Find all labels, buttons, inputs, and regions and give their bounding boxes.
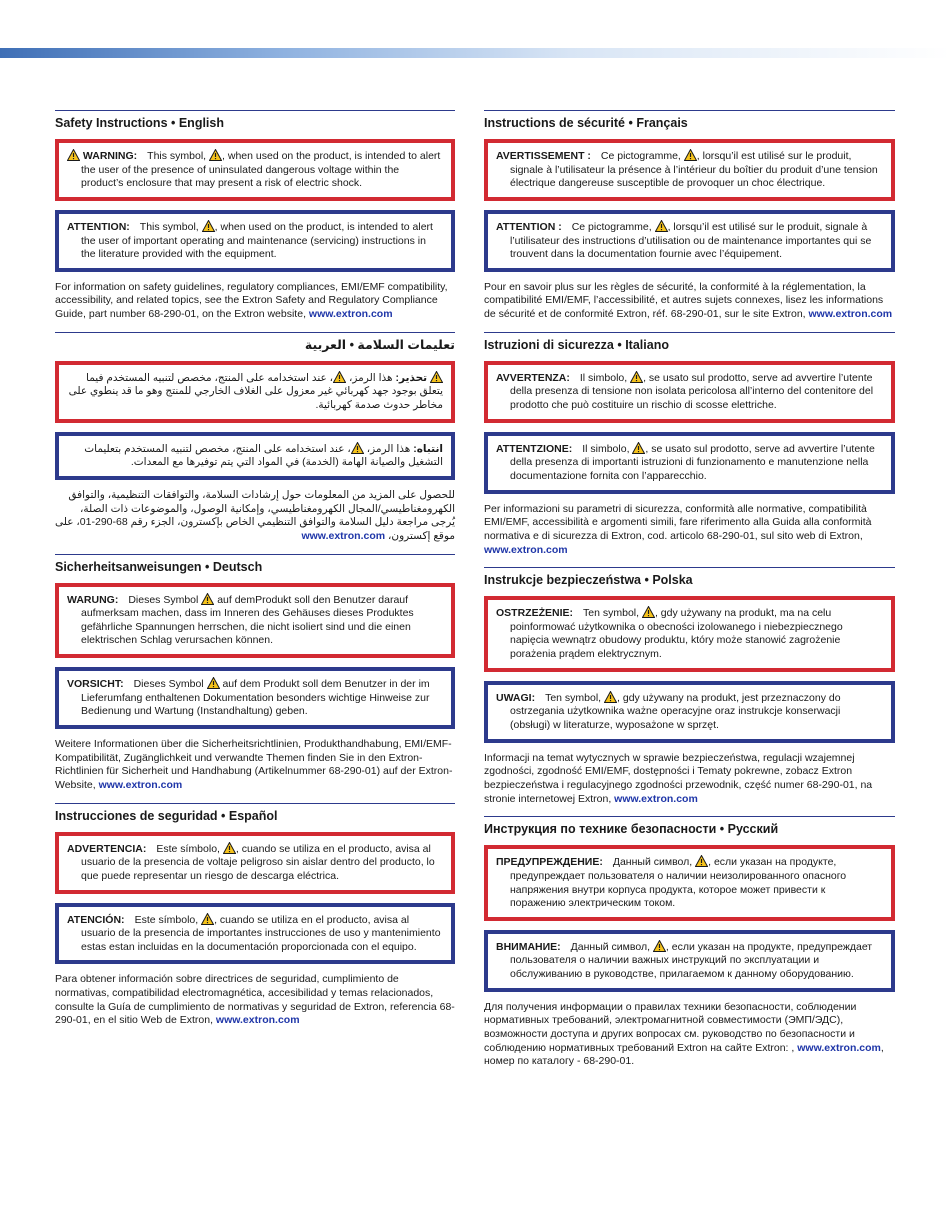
attention-text-cont: ، عند استخدامه على المنتج، مخصص لتنبيه المستخدم بتعليمات التشغيل والصيانة الهامة (الخدمة) في المواد التي يتم توفيرها مع المعدات.	[84, 442, 443, 469]
warning-triangle-icon	[333, 371, 346, 383]
warning-triangle-icon	[642, 606, 655, 618]
warning-text: This symbol,	[147, 150, 210, 162]
attention-text: Il simbolo,	[582, 442, 633, 455]
attention-text: Dieses Symbol	[133, 678, 207, 691]
info-text: Informacji na temat wytycznych w sprawie bezpieczeństwa, regulacji wzajemnej zgodności, zgodność EMI/EMF, dostępności i Tematy pokrewne, zobacz Extron bezpieczeństwa i regulacyjnego zgodności przewodnik, część numer 68-290-01, na stronie internetowej Extron,	[484, 751, 873, 805]
extron-link[interactable]: www.extron.com	[98, 778, 183, 791]
left-column	[55, 110, 455, 1038]
warning-box	[55, 832, 455, 894]
section-russian	[484, 816, 895, 1069]
attention-text-cont: , se usato sul prodotto, serve ad avvertire l’utente della presenza di importanti istruzioni di funzionamento e manutenzione nella documentazione fornita con l’apparecchio.	[510, 442, 875, 482]
attention-text: This symbol,	[139, 220, 202, 233]
info-paragraph	[484, 281, 895, 322]
warning-text-cont: , lorsqu’il est utilisé sur le produit, signale à l’utilisateur la présence à l’intérieur du boîtier du produit d’une tension électrique dangereuse susceptible de provoquer un choc électrique.	[510, 150, 878, 190]
section-heading: Istruzioni di sicurezza • Italiano	[484, 332, 895, 353]
warning-text-cont: , when used on the product, is intended to alert the user of the presence of uninsulated dangerous voltage within the product’s enclosure that may present a risk of electric shock.	[81, 150, 441, 190]
warning-triangle-icon	[655, 220, 668, 232]
extron-link[interactable]: www.extron.com	[614, 792, 698, 805]
warning-box	[484, 361, 895, 423]
warning-box	[484, 845, 895, 921]
warning-text-cont: , cuando se utiliza en el producto, avisa al usuario de la presencia de voltaje peligroso sin aislar dentro del producto, lo que puede representar un riesgo de descarga eléctrica.	[81, 842, 435, 882]
warning-box	[55, 361, 455, 423]
info-paragraph	[55, 281, 455, 322]
top-accent-bar	[0, 48, 950, 58]
attention-box	[484, 681, 895, 743]
extron-link[interactable]: www.extron.com	[301, 529, 386, 542]
info-text: Weitere Informationen über die Sicherheitsrichtlinien, Produkthandhabung, EMI/EMF-Kompatibilität, Zugänglichkeit und verwandte Themen finden Sie in den Extron-Richtlinien für Sicherheit und Handhabung (Artikelnummer 68-290-01) auf der Extron-Website,	[55, 738, 453, 791]
info-text: Per informazioni su parametri di sicurezza, conformità alle normative, compatibilità EMI/EMF, accessibilità e argomenti simili, fare riferimento alla Guida alla conformità normativa e di sicurezza di Extron, cod. articolo 68-290-01, sul sito web di Extron,	[484, 502, 872, 542]
warning-triangle-icon	[201, 913, 214, 925]
attention-text: Este símbolo,	[134, 913, 202, 926]
attention-box	[55, 667, 455, 729]
section-spanish	[55, 803, 455, 1028]
attention-text: Ten symbol,	[545, 691, 605, 704]
attention-label: UWAGI:	[496, 691, 536, 704]
info-text: For information on safety guidelines, regulatory compliances, EMI/EMF compatibility, accessibility, and related topics, see the Extron Safety and Regulatory Compliance Guide, part number 68-290-01, on the Extron website,	[55, 280, 448, 321]
warning-text-cont: , se usato sul prodotto, serve ad avvertire l’utente della presenza di tensione non isolata pericolosa all’interno del contenitore del prodotto che può costituire un rischio di scosse elettriche.	[510, 371, 874, 412]
warning-text-cont: , gdy używany na produkt, ma na celu poinformować użytkownika o obecności izolowanego i niebezpiecznego napięcia wewnątrz obudowy produktu, który może stanowić zagrożenie porażenia prądem elektrycznym.	[510, 607, 843, 661]
warning-label: تحذير:	[395, 371, 428, 384]
warning-box	[484, 596, 895, 672]
attention-box	[484, 210, 895, 272]
info-paragraph	[55, 738, 455, 793]
attention-text-cont: , gdy używany na produkt, jest przeznaczony do ostrzegania użytkownika ważne operacyjne oraz instrukcje konserwacji (obsługi) w literaturze, wyposażone w sprzęt.	[510, 691, 841, 732]
warning-box	[55, 139, 455, 201]
warning-text: Ten symbol,	[583, 607, 642, 620]
warning-label: WARUNG:	[67, 593, 119, 606]
warning-triangle-icon	[630, 371, 643, 383]
attention-label: ATENCIÓN:	[67, 913, 125, 926]
warning-triangle-icon	[695, 855, 708, 867]
warning-triangle-icon	[207, 677, 220, 689]
warning-text: Dieses Symbol	[128, 593, 202, 606]
warning-triangle-icon	[209, 149, 222, 161]
attention-label: VORSICHT:	[67, 678, 124, 691]
attention-label: ATTENTION:	[67, 220, 130, 233]
extron-link[interactable]: www.extron.com	[215, 1014, 300, 1027]
warning-text: Ce pictogramme,	[600, 150, 684, 162]
info-paragraph	[484, 503, 895, 558]
extron-link[interactable]: www.extron.com	[484, 543, 568, 556]
section-heading: Instructions de sécurité • Français	[484, 110, 895, 131]
warning-triangle-icon	[351, 442, 364, 454]
warning-triangle-icon	[223, 842, 236, 854]
info-paragraph	[484, 1001, 895, 1069]
section-german	[55, 554, 455, 793]
attention-text-cont: , если указан на продукте, предупреждает пользователя о наличии важных инструкций по эксплуатации и обслуживанию в руководстве, прилагаемом к данному оборудованию.	[510, 940, 873, 981]
warning-box	[55, 583, 455, 659]
section-heading: Instrucciones de seguridad • Español	[55, 803, 455, 824]
warning-text: هذا الرمز،	[346, 371, 393, 384]
warning-triangle-icon	[604, 691, 617, 703]
attention-text: Данный символ,	[570, 940, 653, 953]
attention-box	[55, 210, 455, 272]
warning-triangle-icon	[632, 442, 645, 454]
warning-triangle-icon	[67, 149, 80, 161]
warning-triangle-icon	[430, 371, 443, 383]
warning-triangle-icon	[201, 593, 214, 605]
attention-box	[484, 930, 895, 992]
warning-text-cont: auf demProdukt soll den Benutzer darauf aufmerksam machen, dass im Inneren des Gehäuses dieses Produktes gefährliche Spannungen herrschen, die nicht isoliert sind und die einen elektrischen Schlag verursachen können.	[81, 593, 414, 647]
info-text: Для получения информации о правилах техники безопасности, соблюдении нормативных требований, электромагнитной совместимости (ЭМП/ЭДС), возможности доступа и других вопросах см. руководство по безопасности и соблюдению нормативных требований Extron на сайте Extron: ,	[484, 1000, 857, 1054]
info-text: للحصول على المزيد من المعلومات حول إرشادات السلامة، والتوافقات التنظيمية، والتوافق الكهرومغناطيسي/المجال الكهرومغناطيسي، وإمكانية الوصول، والموضوعات ذات الصلة، يُرجى مراجعة دليل السلامة والتوافق التنظيمي الخاص بإكسترون، الجزء رقم 68-290-01، على موقع إكسترون،	[54, 488, 455, 542]
attention-box	[55, 903, 455, 965]
attention-label: ВНИМАНИЕ:	[496, 940, 561, 953]
extron-link[interactable]: www.extron.com	[808, 308, 893, 321]
warning-triangle-icon	[653, 940, 666, 952]
warning-text: Данный символ,	[612, 856, 696, 869]
info-text: Para obtener información sobre directrices de seguridad, cumplimiento de normativas, compatibilidad electromagnética, accesibilidad y temas relacionados, consulte la Guía de cumplimiento de normativas y seguridad de Extron, referencia 68-290-01, en el sitio Web de Extron,	[55, 973, 455, 1027]
info-paragraph	[55, 973, 455, 1028]
attention-text-cont: , cuando se utiliza en el producto, avisa al usuario de la presencia de importantes instrucciones de uso y mantenimiento estas estan incluidas en la documentación proporcionada con el equipo.	[81, 913, 441, 953]
section-heading: Sicherheitsanweisungen • Deutsch	[55, 554, 455, 575]
info-text: Pour en savoir plus sur les règles de sécurité, la conformité à la réglementation, la compatibilité EMI/EMF, l’accessibilité, et autres sujets connexes, lisez les informations de sécurité et de conformité Extron, réf. 68-290-01, sur le site Extron,	[484, 280, 884, 321]
warning-text-cont: , если указан на продукте, предупреждает пользователя о наличии неизолированного опасного напряжения внутри корпуса продукта, которое может привести к поражению электрическим током.	[510, 856, 847, 910]
extron-link[interactable]: www.extron.com	[797, 1041, 881, 1054]
section-heading: Safety Instructions • English	[55, 110, 455, 131]
warning-label: WARNING:	[82, 150, 138, 162]
attention-text: هذا الرمز،	[363, 442, 411, 455]
attention-label: ATTENTZIONE:	[496, 442, 573, 455]
warning-label: OSTRZEŻENIE:	[496, 607, 574, 620]
attention-label: انتباه:	[413, 442, 443, 455]
section-heading: Instrukcje bezpieczeństwa • Polska	[484, 567, 895, 588]
section-polish	[484, 567, 895, 806]
extron-link[interactable]: www.extron.com	[308, 308, 393, 321]
section-heading: تعليمات السلامة • العربية	[55, 332, 455, 353]
warning-triangle-icon	[202, 220, 215, 232]
info-paragraph	[55, 489, 455, 544]
attention-text-cont: auf dem Produkt soll dem Benutzer in der im Lieferumfang enthaltenen Dokumentation besonders wichtige Hinweise zur Bedienung und Wartung (Instandhaltung) geben.	[81, 678, 430, 718]
info-text-after: , номер по каталогу - 68-290-01.	[484, 1041, 884, 1068]
section-arabic	[55, 332, 455, 544]
warning-label: AVVERTENZA:	[496, 371, 570, 384]
attention-text: Ce pictogramme,	[571, 220, 655, 233]
section-heading: Инструкция по технике безопасности • Русский	[484, 816, 895, 837]
warning-text: Este símbolo,	[156, 842, 223, 855]
warning-text: Il simbolo,	[579, 371, 631, 384]
section-english	[55, 110, 455, 322]
warning-label: ADVERTENCIA:	[67, 842, 147, 855]
section-italian	[484, 332, 895, 557]
warning-label: ПРЕДУПРЕЖДЕНИЕ:	[496, 856, 603, 869]
warning-text-cont: ، عند استخدامه على المنتج، مخصص لتنبيه المستخدم فيما يتعلق بوجود جهد كهربائي غير معزول على الغلاف الخارجي للمنتج وهو ما قد ينطوي على مخاطر حدوث صدمة كهربائية.	[68, 371, 443, 412]
attention-box	[55, 432, 455, 480]
section-french	[484, 110, 895, 322]
attention-text-cont: , lorsqu’il est utilisé sur le produit, signale à l’utilisateur des instructions d’utilisation ou de maintenance importantes qui se trouvent dans la documentation fournie avec l’équipement.	[510, 220, 872, 261]
attention-box	[484, 432, 895, 494]
info-paragraph	[484, 752, 895, 807]
warning-label: AVERTISSEMENT :	[496, 150, 591, 162]
attention-label: ATTENTION :	[496, 220, 562, 233]
right-column	[484, 110, 895, 1079]
warning-box	[484, 139, 895, 201]
warning-triangle-icon	[684, 149, 697, 161]
attention-text-cont: , when used on the product, is intended to alert the user of important operating and maintenance (servicing) instructions in the literature provided with the equipment.	[81, 220, 433, 261]
